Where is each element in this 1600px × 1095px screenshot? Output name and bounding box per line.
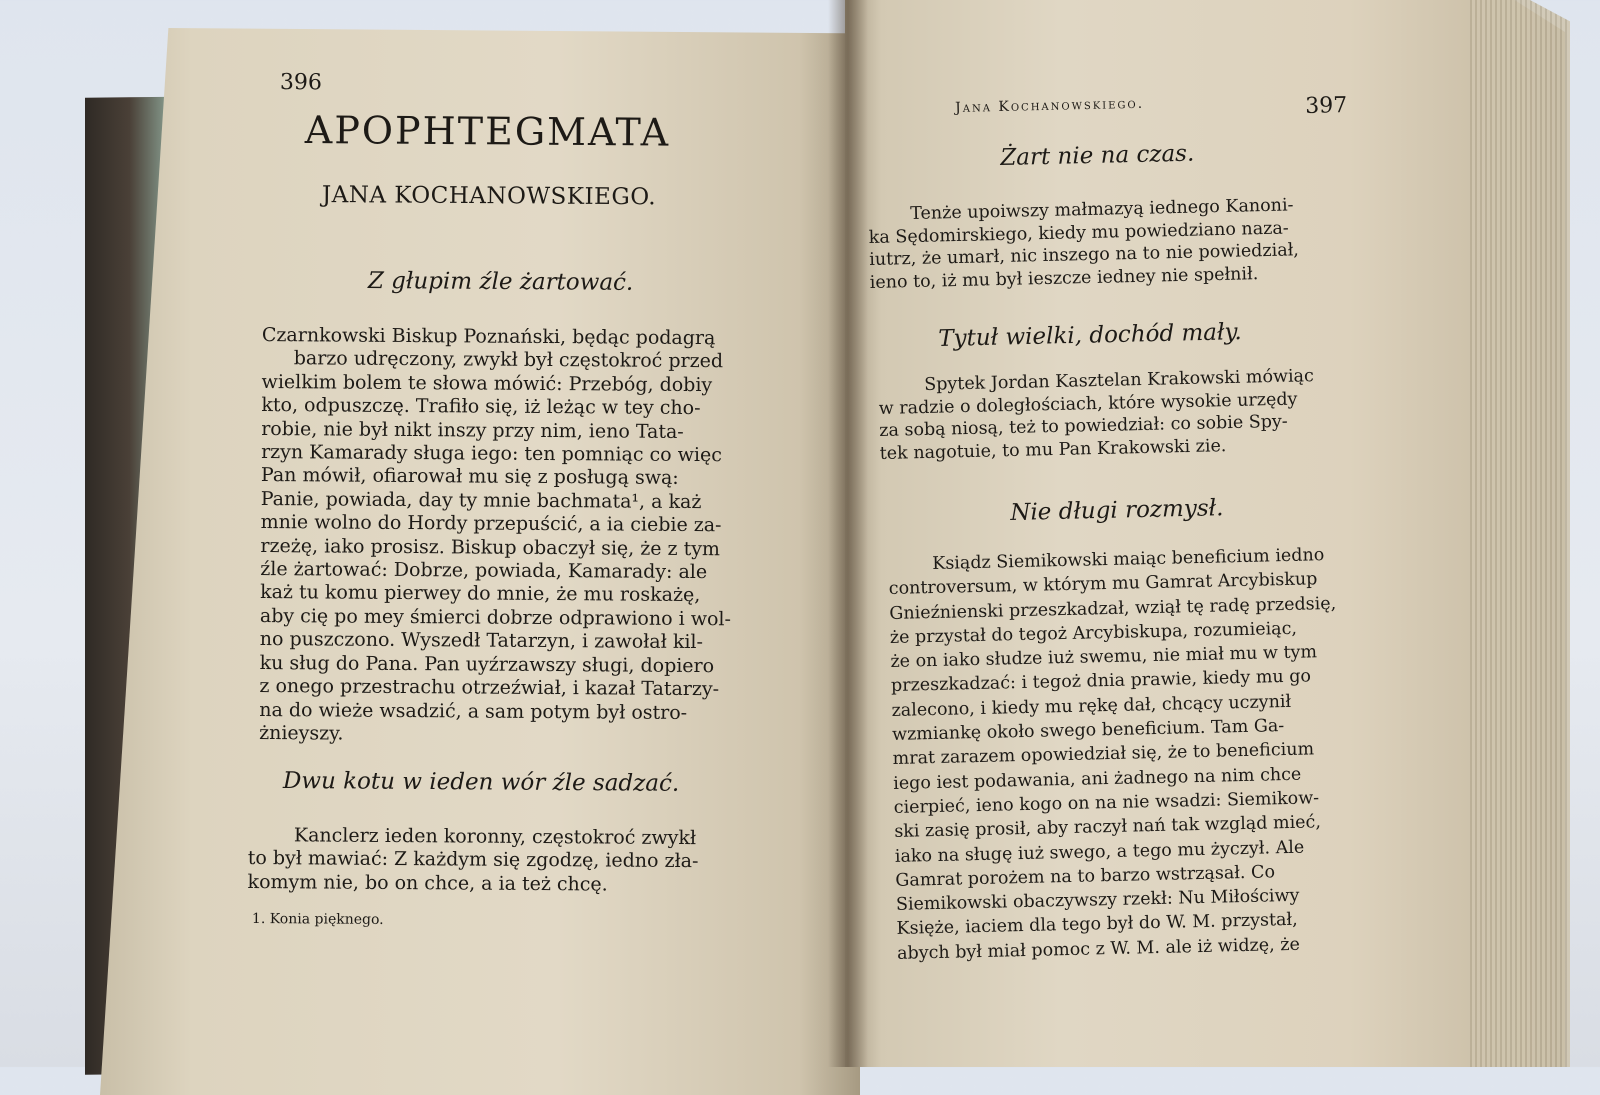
right-section1-text — [868, 194, 1300, 294]
text-line: Księże, iaciem dla tego był do W. M. przystał, — [896, 910, 1298, 940]
left-section2-text — [248, 824, 699, 897]
right-section3-text — [888, 543, 1344, 966]
text-line: abych był miał pomoc z W. M. ale iż widzę, że — [896, 934, 1301, 964]
text-line: Gnieźnienski przeszkadzał, wziął tę radę przedsię, — [889, 593, 1337, 624]
left-section1-text — [259, 324, 733, 749]
book-gutter — [828, 0, 868, 1067]
text-line: Gamrat porożem na to barzo wstrząsał. Co — [895, 862, 1276, 891]
text-line: barzo udręczony, zwykł był częstokroć przed — [293, 347, 724, 373]
text-line: mnie wolno do Hordy przepuścić, a ia ciebie za- — [260, 511, 722, 537]
text-line: tek nagotuie, to mu Pan Krakowski zie. — [879, 435, 1227, 464]
left-page-number: 396 — [279, 70, 322, 96]
footnote: 1. Konia pięknego. — [251, 911, 384, 928]
left-section1-heading: Z głupim źle żartować. — [367, 268, 634, 296]
text-line: ka Sędomirskiego, kiedy mu powiedziano naza- — [868, 217, 1289, 248]
text-line: iako na sługę iuż swego, a tego mu życzył. Ale — [894, 837, 1305, 867]
text-line: Tenże upoiwszy małmazyą iednego Kanoni- — [910, 195, 1294, 225]
text-line: z onego przestrachu otrzeźwiał, i kazał Tatarzy- — [259, 675, 720, 701]
text-line: kto, odpuszczę. Trafiło się, iż leżąc w tey cho- — [261, 394, 701, 420]
text-line: robie, nie był nikt inszy przy nim, ieno Tata- — [261, 417, 684, 443]
text-line: aby cię po mey śmierci dobrze odprawiono i wol- — [259, 604, 732, 631]
book-subtitle: JANA KOCHANOWSKIEGO. — [321, 182, 657, 211]
text-line: ieno to, iż mu był ieszcze iedney nie spełnił. — [869, 263, 1259, 293]
page-edges — [1470, 0, 1570, 1067]
text-line: ku sług do Pana. Pan uyźrzawszy sługi, dopiero — [259, 651, 715, 677]
text-line: cierpieć, ieno kogo on na nie wsadzi: Siemikow- — [893, 788, 1320, 818]
text-line: Czarnkowski Biskup Poznański, będąc podagrą — [261, 324, 716, 350]
text-line: w radzie o doległościach, które wysokie urzędy — [878, 388, 1298, 419]
book-title: APOPHTEGMATA — [304, 108, 671, 155]
text-line: zalecono, i kiedy mu rękę dał, chcący uczynił — [891, 691, 1292, 721]
running-head: Jana Kochanowskiego. — [955, 95, 1145, 116]
text-line: że on iako słudze iuż swemu, nie miał mu w tym — [890, 642, 1318, 673]
text-line: Kanclerz ieden koronny, częstokroć zwykł — [293, 824, 697, 850]
text-line: ski zasię prosił, aby raczył nań tak wzgląd mieć, — [894, 812, 1322, 843]
text-line: że przystał do tegoż Arcybiskupa, rozumieiąc, — [889, 618, 1298, 648]
text-line: Pan mówił, ofiarował mu się z posługą swą: — [260, 464, 679, 490]
text-line: każ tu komu pierwey do mnie, że mu roskażę, — [260, 581, 701, 607]
text-line: wielkim bolem te słowa mówić: Przebóg, dobiy — [261, 370, 713, 396]
right-section2-heading: Tytuł wielki, dochód mały. — [938, 319, 1242, 352]
right-section2-text — [878, 365, 1316, 465]
text-line: komym nie, bo on chce, a ia też chcę. — [247, 870, 608, 896]
text-line: za sobą niosą, też to powiedział: co sobie Spy- — [879, 411, 1288, 441]
right-page-number: 397 — [1305, 93, 1348, 119]
right-section3-heading: Nie długi rozmysł. — [1010, 495, 1224, 526]
text-line: to był mawiać: Z każdym się zgodzę, iedno zła- — [247, 847, 699, 873]
text-line: Panie, powiada, day ty mnie bachmata¹, a każ — [260, 487, 702, 513]
left-section2-heading: Dwu kotu w ieden wór źle sadzać. — [282, 768, 680, 797]
text-line: wzmiankę około swego beneficium. Tam Ga- — [891, 716, 1285, 746]
right-section1-heading: Żart nie na czas. — [1000, 140, 1195, 171]
text-line: controversum, w którym mu Gamrat Arcybiskup — [888, 569, 1318, 600]
text-line: źle żartować: Dobrze, powiada, Kamarady: ale — [260, 558, 708, 584]
text-line: żnieyszy. — [259, 721, 344, 745]
text-line: przeszkadzać: i tegoż dnia prawie, kiedy mu go — [890, 666, 1312, 697]
text-line: Ksiądz Siemikowski maiąc beneficium iedno — [932, 545, 1325, 574]
text-line: Siemikowski obaczywszy rzekł: Nu Miłościwy — [895, 885, 1300, 916]
text-line: Spytek Jordan Kasztelan Krakowski mówiąc — [924, 366, 1315, 395]
text-line: iego iest podawania, ani żadnego na nim chce — [893, 764, 1302, 794]
text-line: iutrz, że umarł, nic inszego na to nie powiedział, — [869, 240, 1300, 270]
text-line: no puszczono. Wyszedł Tatarzyn, i zawołał kil- — [259, 628, 704, 654]
text-line: na do wieże wsadzić, a sam potym był ostro- — [259, 698, 688, 724]
text-line: mrat zarazem opowiedział się, że to beneficium — [892, 739, 1315, 770]
text-line: rzeżę, iako prosisz. Biskup obaczył się, że z tym — [260, 534, 721, 560]
text-line: rzyn Kamarady sługa iego: ten pomniąc co więc — [261, 441, 722, 467]
